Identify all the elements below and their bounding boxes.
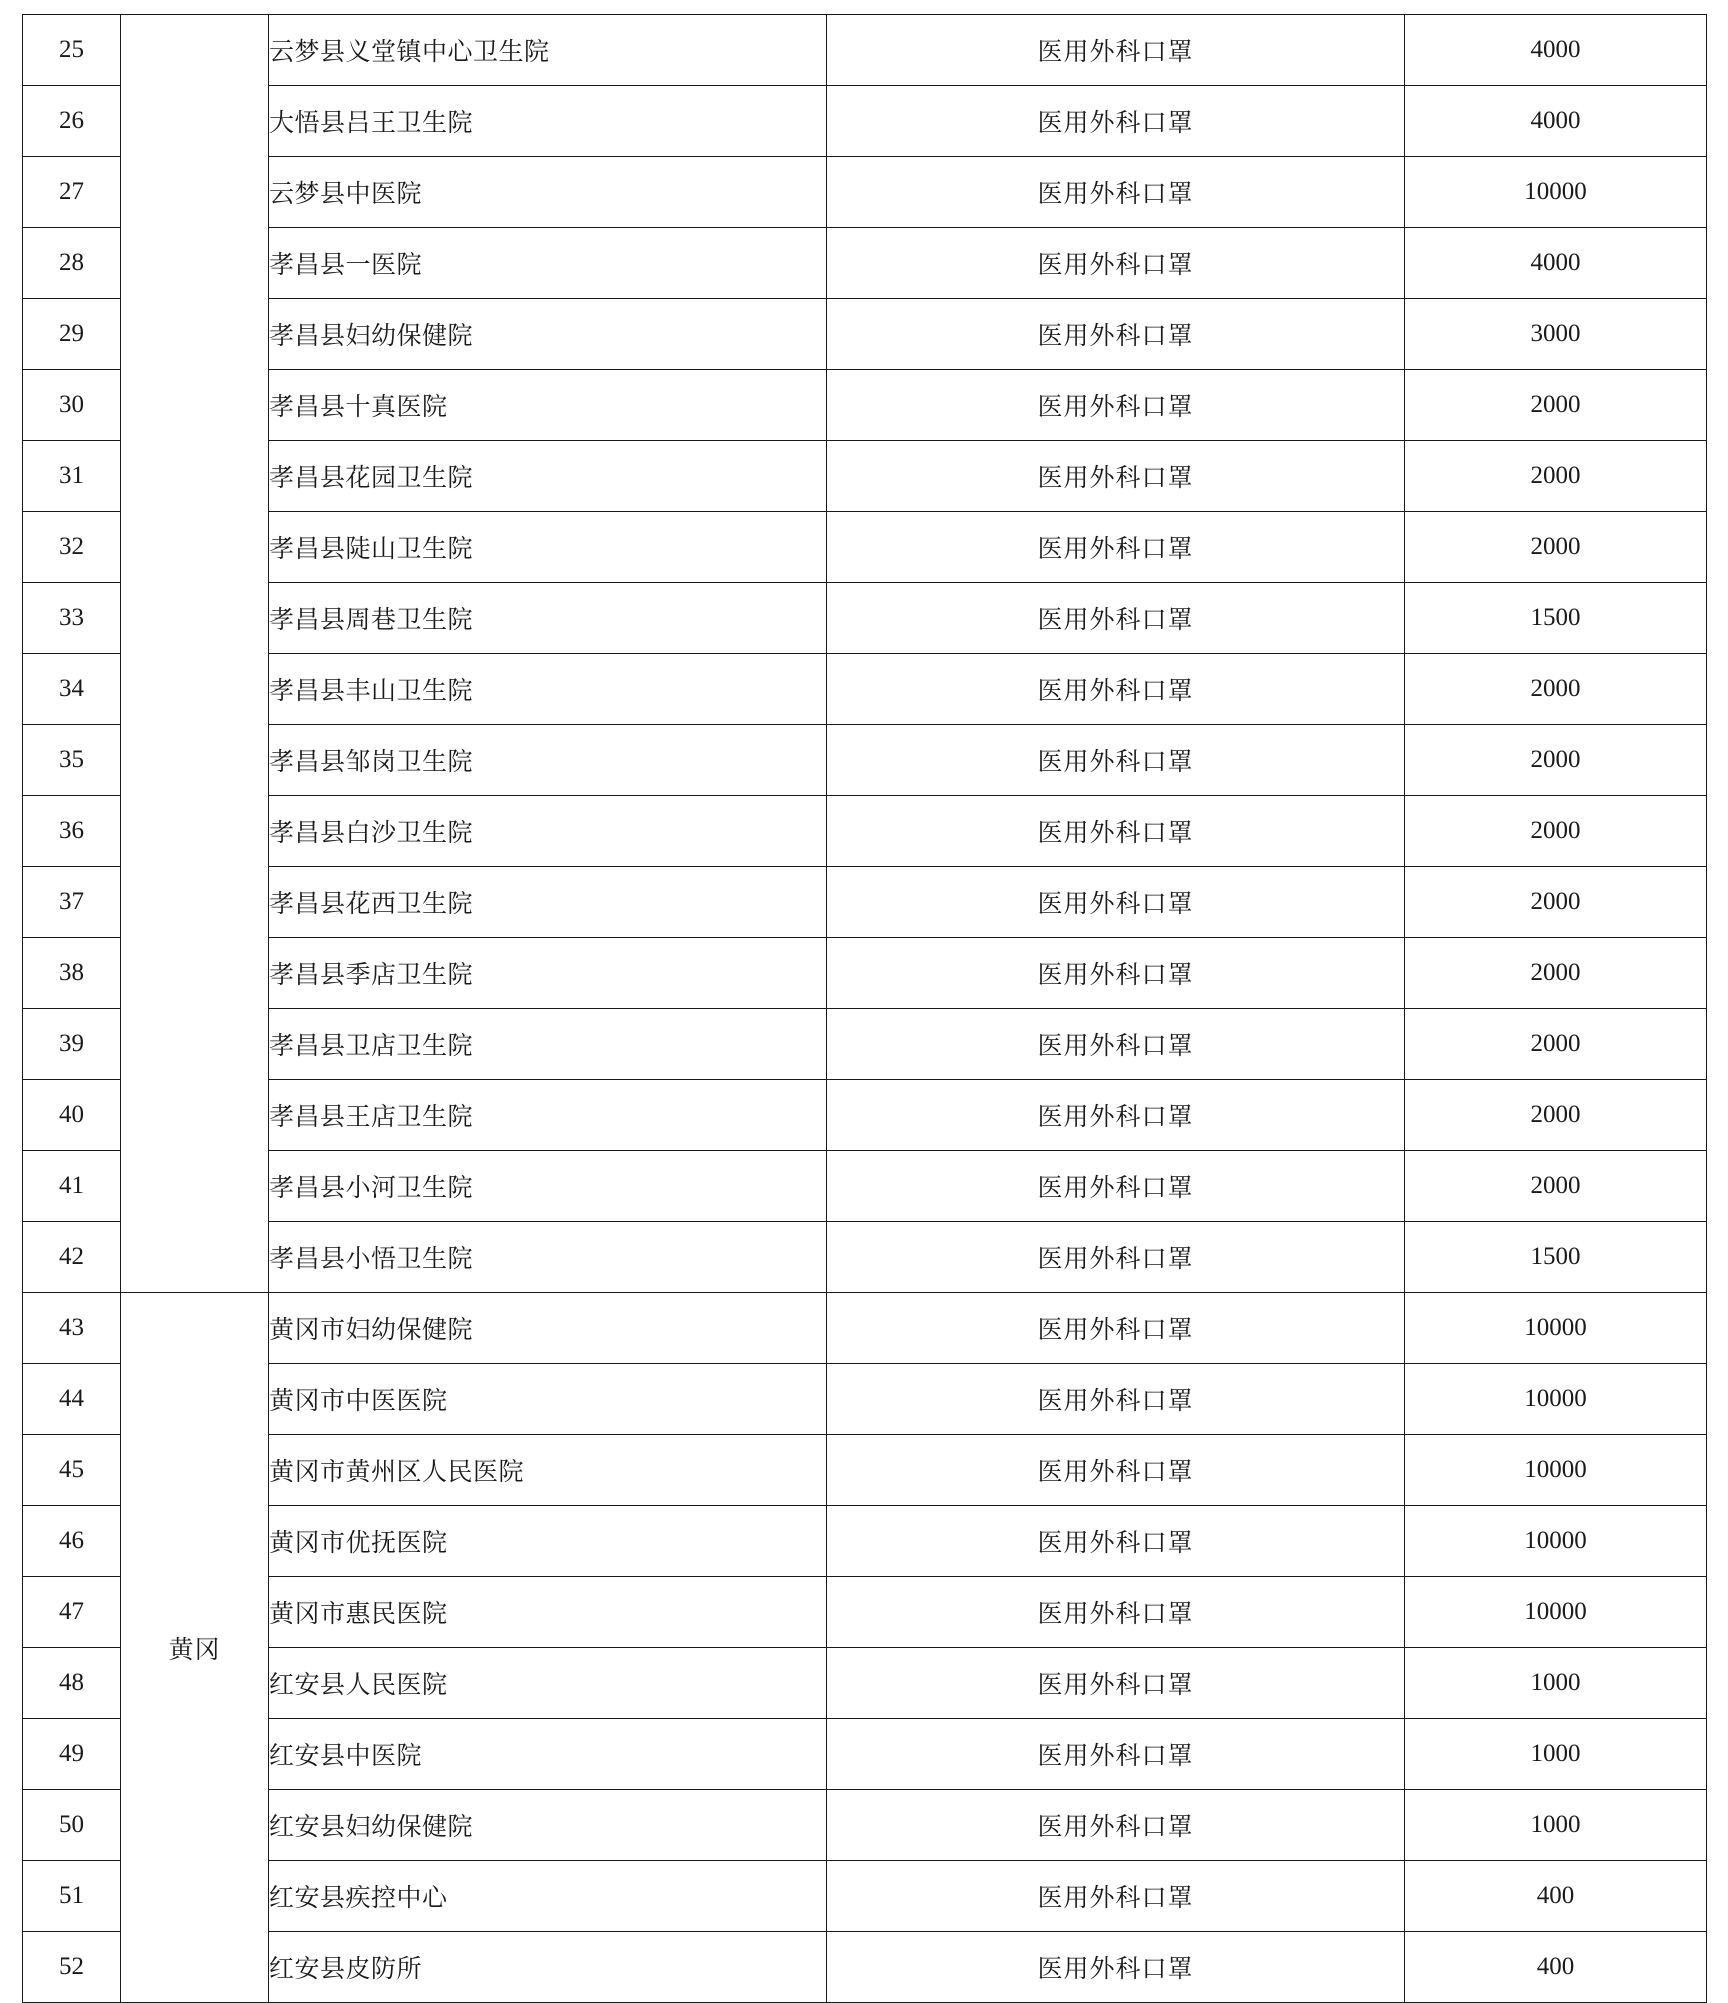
- unit-cell: 孝昌县陡山卫生院: [269, 512, 827, 583]
- unit-cell: 孝昌县十真医院: [269, 370, 827, 441]
- quantity-cell: 2000: [1405, 867, 1707, 938]
- table-row: [23, 938, 1707, 1009]
- item-cell: 医用外科口罩: [827, 441, 1405, 512]
- item-cell: 医用外科口罩: [827, 1932, 1405, 2003]
- item-cell: 医用外科口罩: [827, 1151, 1405, 1222]
- table-row: [23, 370, 1707, 441]
- table-row: [23, 1648, 1707, 1719]
- row-index-cell: 37: [23, 867, 121, 938]
- item-cell: 医用外科口罩: [827, 1364, 1405, 1435]
- region-cell: [121, 15, 269, 1293]
- item-cell: 医用外科口罩: [827, 1293, 1405, 1364]
- table-row: [23, 796, 1707, 867]
- row-index-cell: 44: [23, 1364, 121, 1435]
- unit-cell: 黄冈市中医医院: [269, 1364, 827, 1435]
- table-row: [23, 725, 1707, 796]
- quantity-cell: 1000: [1405, 1790, 1707, 1861]
- unit-cell: 云梦县中医院: [269, 157, 827, 228]
- row-index-cell: 25: [23, 15, 121, 86]
- item-cell: 医用外科口罩: [827, 1080, 1405, 1151]
- row-index-cell: 39: [23, 1009, 121, 1080]
- quantity-cell: 10000: [1405, 1506, 1707, 1577]
- table-row: [23, 1222, 1707, 1293]
- row-index-cell: 33: [23, 583, 121, 654]
- unit-cell: 红安县疾控中心: [269, 1861, 827, 1932]
- unit-cell: 孝昌县王店卫生院: [269, 1080, 827, 1151]
- row-index-cell: 28: [23, 228, 121, 299]
- row-index-cell: 36: [23, 796, 121, 867]
- row-index-cell: 31: [23, 441, 121, 512]
- row-index-cell: 27: [23, 157, 121, 228]
- table-row: [23, 441, 1707, 512]
- quantity-cell: 4000: [1405, 15, 1707, 86]
- row-index-cell: 52: [23, 1932, 121, 2003]
- quantity-cell: 2000: [1405, 441, 1707, 512]
- quantity-cell: 2000: [1405, 938, 1707, 1009]
- unit-cell: 孝昌县周巷卫生院: [269, 583, 827, 654]
- item-cell: 医用外科口罩: [827, 512, 1405, 583]
- quantity-cell: 10000: [1405, 1293, 1707, 1364]
- unit-cell: 孝昌县丰山卫生院: [269, 654, 827, 725]
- table-row: [23, 15, 1707, 86]
- item-cell: 医用外科口罩: [827, 583, 1405, 654]
- quantity-cell: 1000: [1405, 1719, 1707, 1790]
- row-index-cell: 35: [23, 725, 121, 796]
- table-row: [23, 512, 1707, 583]
- item-cell: 医用外科口罩: [827, 370, 1405, 441]
- quantity-cell: 10000: [1405, 157, 1707, 228]
- unit-cell: 孝昌县一医院: [269, 228, 827, 299]
- table-row: [23, 583, 1707, 654]
- unit-cell: 孝昌县白沙卫生院: [269, 796, 827, 867]
- item-cell: 医用外科口罩: [827, 1009, 1405, 1080]
- unit-cell: 孝昌县小悟卫生院: [269, 1222, 827, 1293]
- table-row: [23, 86, 1707, 157]
- table-row: [23, 1009, 1707, 1080]
- item-cell: 医用外科口罩: [827, 1435, 1405, 1506]
- row-index-cell: 30: [23, 370, 121, 441]
- table-row: [23, 157, 1707, 228]
- item-cell: 医用外科口罩: [827, 299, 1405, 370]
- quantity-cell: 2000: [1405, 725, 1707, 796]
- table-row: [23, 1861, 1707, 1932]
- quantity-cell: 2000: [1405, 1009, 1707, 1080]
- unit-cell: 孝昌县妇幼保健院: [269, 299, 827, 370]
- item-cell: 医用外科口罩: [827, 1506, 1405, 1577]
- item-cell: 医用外科口罩: [827, 1790, 1405, 1861]
- unit-cell: 红安县中医院: [269, 1719, 827, 1790]
- table-row: [23, 1151, 1707, 1222]
- row-index-cell: 42: [23, 1222, 121, 1293]
- quantity-cell: 2000: [1405, 1080, 1707, 1151]
- unit-cell: 红安县妇幼保健院: [269, 1790, 827, 1861]
- unit-cell: 黄冈市优抚医院: [269, 1506, 827, 1577]
- quantity-cell: 2000: [1405, 370, 1707, 441]
- table-row: [23, 1719, 1707, 1790]
- item-cell: 医用外科口罩: [827, 15, 1405, 86]
- item-cell: 医用外科口罩: [827, 1719, 1405, 1790]
- row-index-cell: 41: [23, 1151, 121, 1222]
- table-row: [23, 654, 1707, 725]
- unit-cell: 孝昌县花园卫生院: [269, 441, 827, 512]
- table-row: [23, 299, 1707, 370]
- row-index-cell: 45: [23, 1435, 121, 1506]
- table-row: [23, 1577, 1707, 1648]
- table-row: [23, 1932, 1707, 2003]
- item-cell: 医用外科口罩: [827, 725, 1405, 796]
- table-row: [23, 228, 1707, 299]
- distribution-table: [22, 14, 1707, 2003]
- row-index-cell: 29: [23, 299, 121, 370]
- item-cell: 医用外科口罩: [827, 1577, 1405, 1648]
- unit-cell: 孝昌县花西卫生院: [269, 867, 827, 938]
- quantity-cell: 1500: [1405, 1222, 1707, 1293]
- quantity-cell: 10000: [1405, 1435, 1707, 1506]
- quantity-cell: 2000: [1405, 796, 1707, 867]
- row-index-cell: 49: [23, 1719, 121, 1790]
- row-index-cell: 34: [23, 654, 121, 725]
- quantity-cell: 1000: [1405, 1648, 1707, 1719]
- unit-cell: 孝昌县邹岗卫生院: [269, 725, 827, 796]
- unit-cell: 大悟县吕王卫生院: [269, 86, 827, 157]
- row-index-cell: 26: [23, 86, 121, 157]
- quantity-cell: 10000: [1405, 1577, 1707, 1648]
- row-index-cell: 43: [23, 1293, 121, 1364]
- item-cell: 医用外科口罩: [827, 157, 1405, 228]
- unit-cell: 黄冈市惠民医院: [269, 1577, 827, 1648]
- quantity-cell: 400: [1405, 1932, 1707, 2003]
- unit-cell: 红安县皮防所: [269, 1932, 827, 2003]
- table-row: [23, 1080, 1707, 1151]
- quantity-cell: 4000: [1405, 228, 1707, 299]
- quantity-cell: 3000: [1405, 299, 1707, 370]
- unit-cell: 孝昌县小河卫生院: [269, 1151, 827, 1222]
- row-index-cell: 50: [23, 1790, 121, 1861]
- item-cell: 医用外科口罩: [827, 1222, 1405, 1293]
- row-index-cell: 32: [23, 512, 121, 583]
- item-cell: 医用外科口罩: [827, 228, 1405, 299]
- item-cell: 医用外科口罩: [827, 86, 1405, 157]
- table-row: [23, 1506, 1707, 1577]
- row-index-cell: 51: [23, 1861, 121, 1932]
- quantity-cell: 10000: [1405, 1364, 1707, 1435]
- quantity-cell: 2000: [1405, 654, 1707, 725]
- row-index-cell: 48: [23, 1648, 121, 1719]
- row-index-cell: 40: [23, 1080, 121, 1151]
- row-index-cell: 46: [23, 1506, 121, 1577]
- row-index-cell: 47: [23, 1577, 121, 1648]
- item-cell: 医用外科口罩: [827, 1861, 1405, 1932]
- quantity-cell: 400: [1405, 1861, 1707, 1932]
- row-index-cell: 38: [23, 938, 121, 1009]
- region-cell: 黄冈: [121, 1293, 269, 2003]
- table-row: [23, 867, 1707, 938]
- unit-cell: 黄冈市妇幼保健院: [269, 1293, 827, 1364]
- item-cell: 医用外科口罩: [827, 867, 1405, 938]
- unit-cell: 孝昌县季店卫生院: [269, 938, 827, 1009]
- table-row: [23, 1293, 1707, 1364]
- item-cell: 医用外科口罩: [827, 1648, 1405, 1719]
- quantity-cell: 2000: [1405, 1151, 1707, 1222]
- item-cell: 医用外科口罩: [827, 938, 1405, 1009]
- unit-cell: 黄冈市黄州区人民医院: [269, 1435, 827, 1506]
- item-cell: 医用外科口罩: [827, 796, 1405, 867]
- item-cell: 医用外科口罩: [827, 654, 1405, 725]
- unit-cell: 云梦县义堂镇中心卫生院: [269, 15, 827, 86]
- table-body: [23, 15, 1707, 2003]
- table-row: [23, 1790, 1707, 1861]
- table-row: [23, 1435, 1707, 1506]
- table-row: [23, 1364, 1707, 1435]
- quantity-cell: 1500: [1405, 583, 1707, 654]
- unit-cell: 孝昌县卫店卫生院: [269, 1009, 827, 1080]
- quantity-cell: 4000: [1405, 86, 1707, 157]
- unit-cell: 红安县人民医院: [269, 1648, 827, 1719]
- quantity-cell: 2000: [1405, 512, 1707, 583]
